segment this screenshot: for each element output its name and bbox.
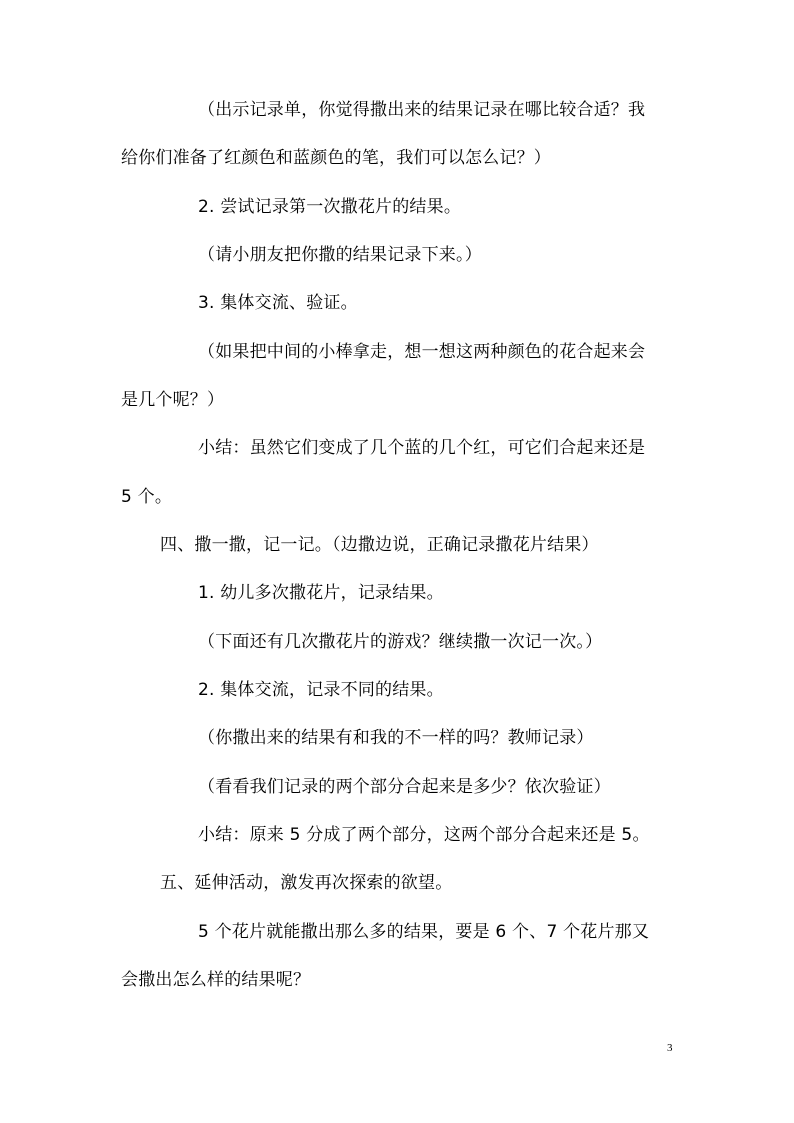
paragraph-line: 3. 集体交流、验证。 — [198, 293, 358, 313]
paragraph-line: 2. 集体交流，记录不同的结果。 — [198, 680, 444, 700]
paragraph-line: 2. 尝试记录第一次撒花片的结果。 — [198, 197, 462, 217]
paragraph-line: （出示记录单，你觉得撒出来的结果记录在哪比较合适？我 — [198, 100, 646, 120]
paragraph-line: （看看我们记录的两个部分合起来是多少？依次验证） — [198, 777, 611, 797]
paragraph-line: （如果把中间的小棒拿走，想一想这两种颜色的花合起来会 — [198, 342, 646, 362]
section-heading: 五、延伸活动，激发再次探索的欲望。 — [160, 873, 453, 893]
paragraph-line: 5 个花片就能撒出那么多的结果，要是 6 个、7 个花片那又 — [198, 922, 650, 942]
paragraph-line: （请小朋友把你撒的结果记录下来。） — [198, 245, 482, 265]
page-number: 3 — [667, 1042, 673, 1054]
paragraph-line: 1. 幼儿多次撒花片，记录结果。 — [198, 583, 444, 603]
paragraph-line: （你撒出来的结果有和我的不一样的吗？教师记录） — [198, 728, 594, 748]
paragraph-line: 小结：虽然它们变成了几个蓝的几个红，可它们合起来还是 — [198, 438, 646, 458]
paragraph-line: 5 个。 — [121, 487, 173, 507]
paragraph-line: 是几个呢？） — [121, 390, 225, 410]
paragraph-line: 小结：原来 5 分成了两个部分，这两个部分合起来还是 5。 — [198, 825, 650, 845]
paragraph-line: 会撒出怎么样的结果呢？ — [121, 970, 311, 990]
paragraph-line: （下面还有几次撒花片的游戏？继续撒一次记一次。） — [198, 632, 603, 652]
paragraph-line: 给你们准备了红颜色和蓝颜色的笔，我们可以怎么记？） — [121, 148, 551, 168]
section-heading: 四、撒一撒，记一记。（边撒边说，正确记录撒花片结果） — [160, 535, 599, 555]
